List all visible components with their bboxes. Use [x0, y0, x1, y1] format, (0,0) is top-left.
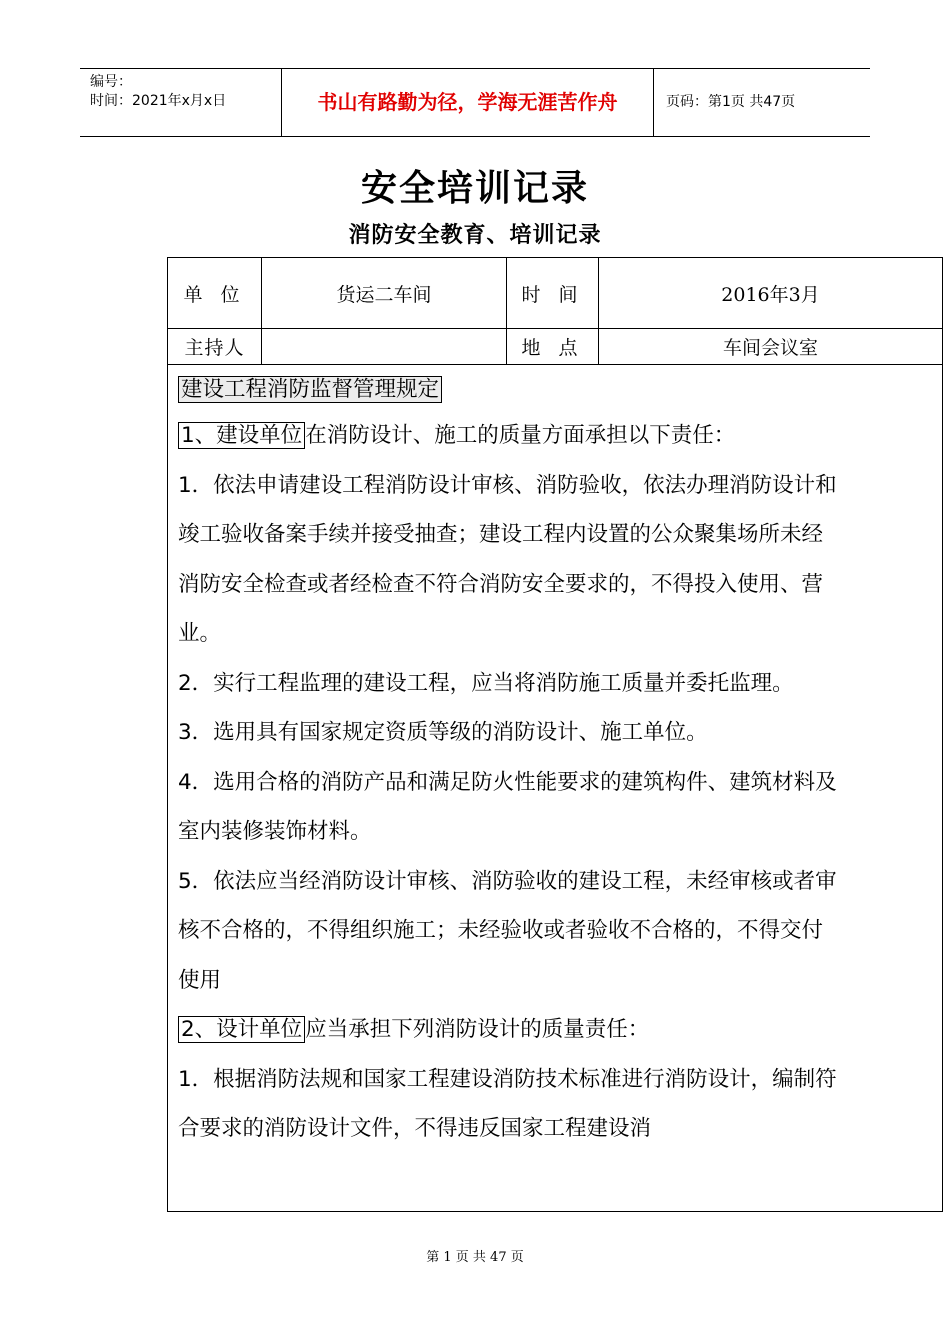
list-item: 4．选用合格的消防产品和满足防火性能要求的建筑构件、建筑材料及室内装修装饰材料。 [178, 769, 837, 844]
section-2-rest: 应当承担下列消防设计的质量责任： [305, 1017, 650, 1042]
unit-value: 货运二车间 [262, 258, 507, 328]
table-row [168, 328, 942, 365]
page-title: 安全培训记录 [360, 167, 589, 209]
header-page-info: 页码：第1页 共47页 [666, 94, 796, 110]
time-value: 2016年3月 [721, 283, 820, 306]
section-1-title [178, 411, 838, 461]
section-2-tag: 2、设计单位 [178, 1016, 305, 1043]
training-record-table [167, 257, 943, 1212]
page-subtitle: 消防安全教育、培训记录 [348, 222, 602, 248]
time-label-cell: 时 间 [507, 258, 599, 328]
page-footer: 第 1 页 共 47 页 [426, 1250, 524, 1265]
content-heading [178, 369, 838, 411]
section-2-title [178, 1005, 838, 1055]
place-value: 车间会议室 [722, 336, 818, 359]
header-motto: 书山有路勤为径，学海无涯苦作舟 [281, 69, 654, 136]
host-label: 主持人 [168, 328, 262, 364]
section-1-rest: 在消防设计、施工的质量方面承担以下责任： [305, 423, 736, 448]
document-header [80, 68, 870, 137]
content-heading-text: 建设工程消防监督管理规定 [178, 376, 442, 403]
list-item: 5．依法应当经消防设计审核、消防验收的建设工程，未经审核或者审核不合格的，不得组织施工；未经验收或者验收不合格的，不得交付使用 [178, 868, 837, 993]
number-label: 编号： [90, 74, 132, 90]
host-value [262, 328, 507, 364]
list-item: 2．实行工程监理的建设工程，应当将消防施工质量并委托监理。 [178, 670, 794, 696]
list-item: 1．根据消防法规和国家工程建设消防技术标准进行消防设计，编制符合要求的消防设计文件，不得违反国家工程建设消 [178, 1066, 837, 1141]
table-row [168, 258, 942, 329]
time-label: 时间：2021年x月x日 [90, 93, 227, 109]
list-item: 3．选用具有国家规定资质等级的消防设计、施工单位。 [178, 720, 708, 745]
list-item: 1．依法申请建设工程消防设计审核、消防验收，依法办理消防设计和竣工验收备案手续并接受抽查；建设工程内设置的公众聚集场所未经消防安全检查或者经检查不符合消防安全要求的，不得投入使用、营业。 [178, 472, 837, 646]
header-meta [80, 69, 281, 136]
place-label: 地 点 [507, 328, 599, 364]
training-content [178, 369, 838, 1154]
unit-label: 单 位 [168, 258, 262, 328]
section-1-tag: 1、建设单位 [178, 422, 305, 449]
